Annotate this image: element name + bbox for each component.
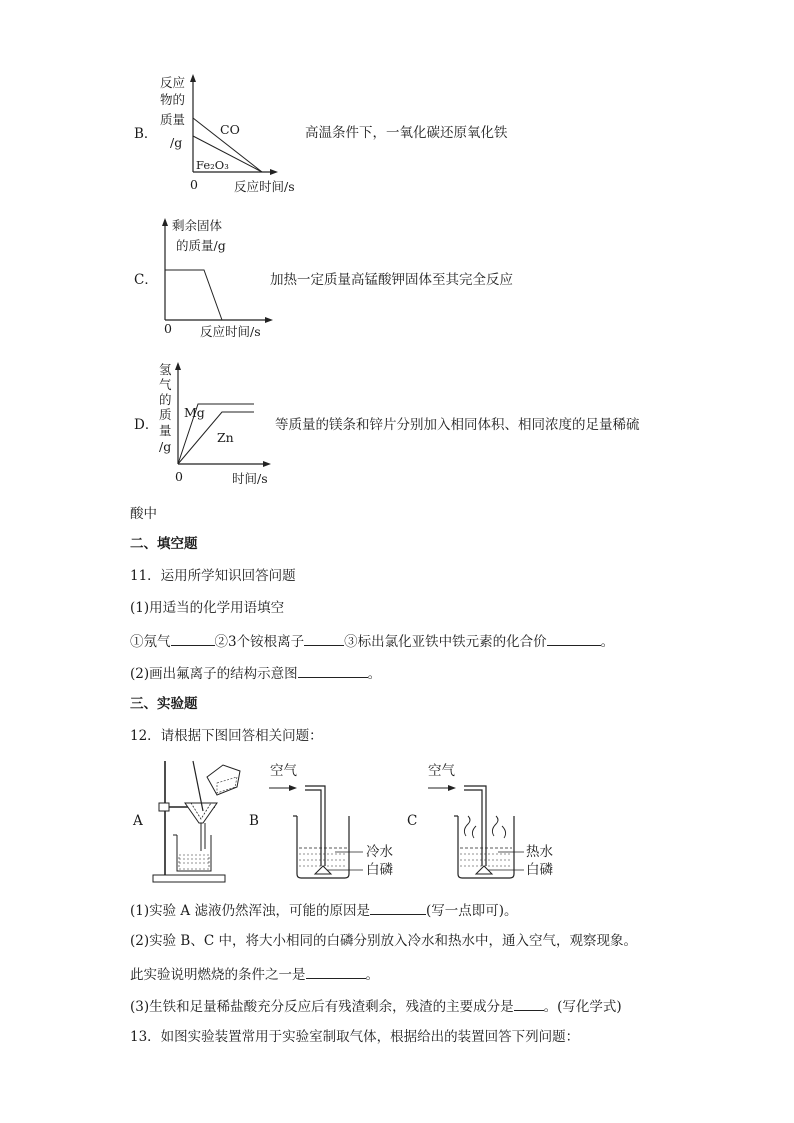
b-ylabel-2: 物的 <box>160 92 186 107</box>
q12-hot-water-label: 热水 <box>526 844 553 860</box>
q12-fig-a-label: A <box>133 813 143 829</box>
q12-part2-cont-text: 此实验说明燃烧的条件之一是 <box>130 967 306 983</box>
q12-part1-end: (写一点即可)。 <box>425 903 518 919</box>
q12-part2-end: 。 <box>365 967 379 983</box>
q11-valence-label: ③标出氯化亚铁中铁元素的化合价 <box>344 634 547 650</box>
option-c-graph <box>150 216 280 341</box>
option-b-letter: B． <box>134 126 158 142</box>
d-x-arrow <box>263 461 271 467</box>
b-label-co: CO <box>220 122 240 137</box>
q11-blank-ammonium[interactable] <box>304 631 344 646</box>
q11-stem: 11．运用所学知识回答问题 <box>130 568 296 584</box>
d-ylabel-6: /g <box>159 439 172 454</box>
q12-cold-water-label: 冷水 <box>366 844 393 860</box>
section-3-title: 三、实验题 <box>130 696 198 712</box>
q11-blank-valence[interactable] <box>547 631 601 646</box>
q11-neon-label: ①氖气 <box>130 634 171 650</box>
q11-ammonium-label: ②3个铵根离子 <box>214 634 305 650</box>
q11-blank-fluoride[interactable] <box>298 663 368 678</box>
q12-white-p-label-c: 白磷 <box>526 862 553 878</box>
d-label-mg: Mg <box>184 405 205 420</box>
c-y-arrow <box>162 218 168 226</box>
option-d-letter: D． <box>134 417 159 433</box>
option-c-letter: C． <box>134 272 158 288</box>
q12-filtration-apparatus <box>145 757 255 887</box>
q12-part3 <box>130 996 622 1016</box>
c-x-arrow <box>265 317 273 323</box>
q12-fig-b-label: B <box>249 813 259 829</box>
q12-part2-cont <box>130 964 379 984</box>
q12-part3-text: (3)生铁和足量稀盐酸充分反应后有残渣剩余，残渣的主要成分是 <box>130 999 514 1015</box>
b-label-fe2o3: Fe₂O₃ <box>196 158 229 172</box>
b-y-arrow <box>190 74 196 82</box>
q12-blank-residue[interactable] <box>514 996 544 1011</box>
q11-part1-line <box>130 631 614 651</box>
d-xlabel: 时间/s <box>232 471 268 486</box>
q12-stem: 12．请根据下图回答相关问题： <box>130 728 323 744</box>
option-d-graph <box>150 360 280 490</box>
b-ylabel-1: 反应 <box>160 75 186 90</box>
q11-part2-text: (2)画出氟离子的结构示意图 <box>130 666 298 682</box>
q11-blank-neon[interactable] <box>171 631 215 646</box>
d-ylabel-2: 气 <box>159 377 172 392</box>
q12-air-label-c: 空气 <box>428 763 455 779</box>
option-b-graph <box>150 72 295 194</box>
c-origin: 0 <box>164 321 172 336</box>
option-c-desc: 加热一定质量高锰酸钾固体至其完全反应 <box>270 272 513 288</box>
c-curve <box>165 270 222 320</box>
q12-white-p-label-b: 白磷 <box>366 862 393 878</box>
section-2-title: 二、填空题 <box>130 536 198 552</box>
q11-part1: (1)用适当的化学用语填空 <box>130 600 285 616</box>
c-xlabel: 反应时间/s <box>200 324 261 339</box>
d-ylabel-3: 的 <box>159 392 172 407</box>
b-ylabel-3: 质量 <box>160 112 186 127</box>
d-ylabel-5: 量 <box>159 423 172 438</box>
q12-part1-text: (1)实验 A 滤液仍然浑浊，可能的原因是 <box>130 903 370 919</box>
b-origin: 0 <box>190 177 198 192</box>
b-xlabel: 反应时间/s <box>234 179 295 194</box>
c-ylabel-2: 的质量/g <box>176 238 226 253</box>
q11-part2-end: 。 <box>367 666 382 682</box>
d-ylabel-4: 质 <box>159 407 172 422</box>
q11-part2 <box>130 663 381 683</box>
b-x-arrow <box>270 169 278 175</box>
q12-part2: (2)实验 B、C 中，将大小相同的白磷分别放入冷水和热水中，通入空气，观察现象。 <box>130 933 637 949</box>
b-ylabel-4: /g <box>170 135 183 150</box>
option-d-desc: 等质量的镁条和锌片分别加入相同体积、相同浓度的足量稀硫 <box>275 417 640 433</box>
q12-air-label-b: 空气 <box>270 763 297 779</box>
q11-part1-end: 。 <box>600 634 615 650</box>
q12-part1 <box>130 900 518 920</box>
q12-fig-c-label: C <box>407 813 418 829</box>
d-y-arrow <box>175 362 181 370</box>
q12-part3-end: 。(写化学式) <box>543 999 622 1015</box>
q12-blank-combustion[interactable] <box>306 964 366 979</box>
q12-blank-filtrate[interactable] <box>370 900 426 915</box>
option-b-desc: 高温条件下，一氧化碳还原氧化铁 <box>305 125 508 141</box>
option-d-desc-cont: 酸中 <box>130 506 157 522</box>
d-label-zn: Zn <box>217 430 234 445</box>
d-ylabel-1: 氢 <box>159 362 172 377</box>
q13-stem: 13．如图实验装置常用于实验室制取气体，根据给出的装置回答下列问题： <box>130 1029 580 1045</box>
d-origin: 0 <box>175 469 183 484</box>
c-ylabel-1: 剩余固体 <box>172 218 223 233</box>
